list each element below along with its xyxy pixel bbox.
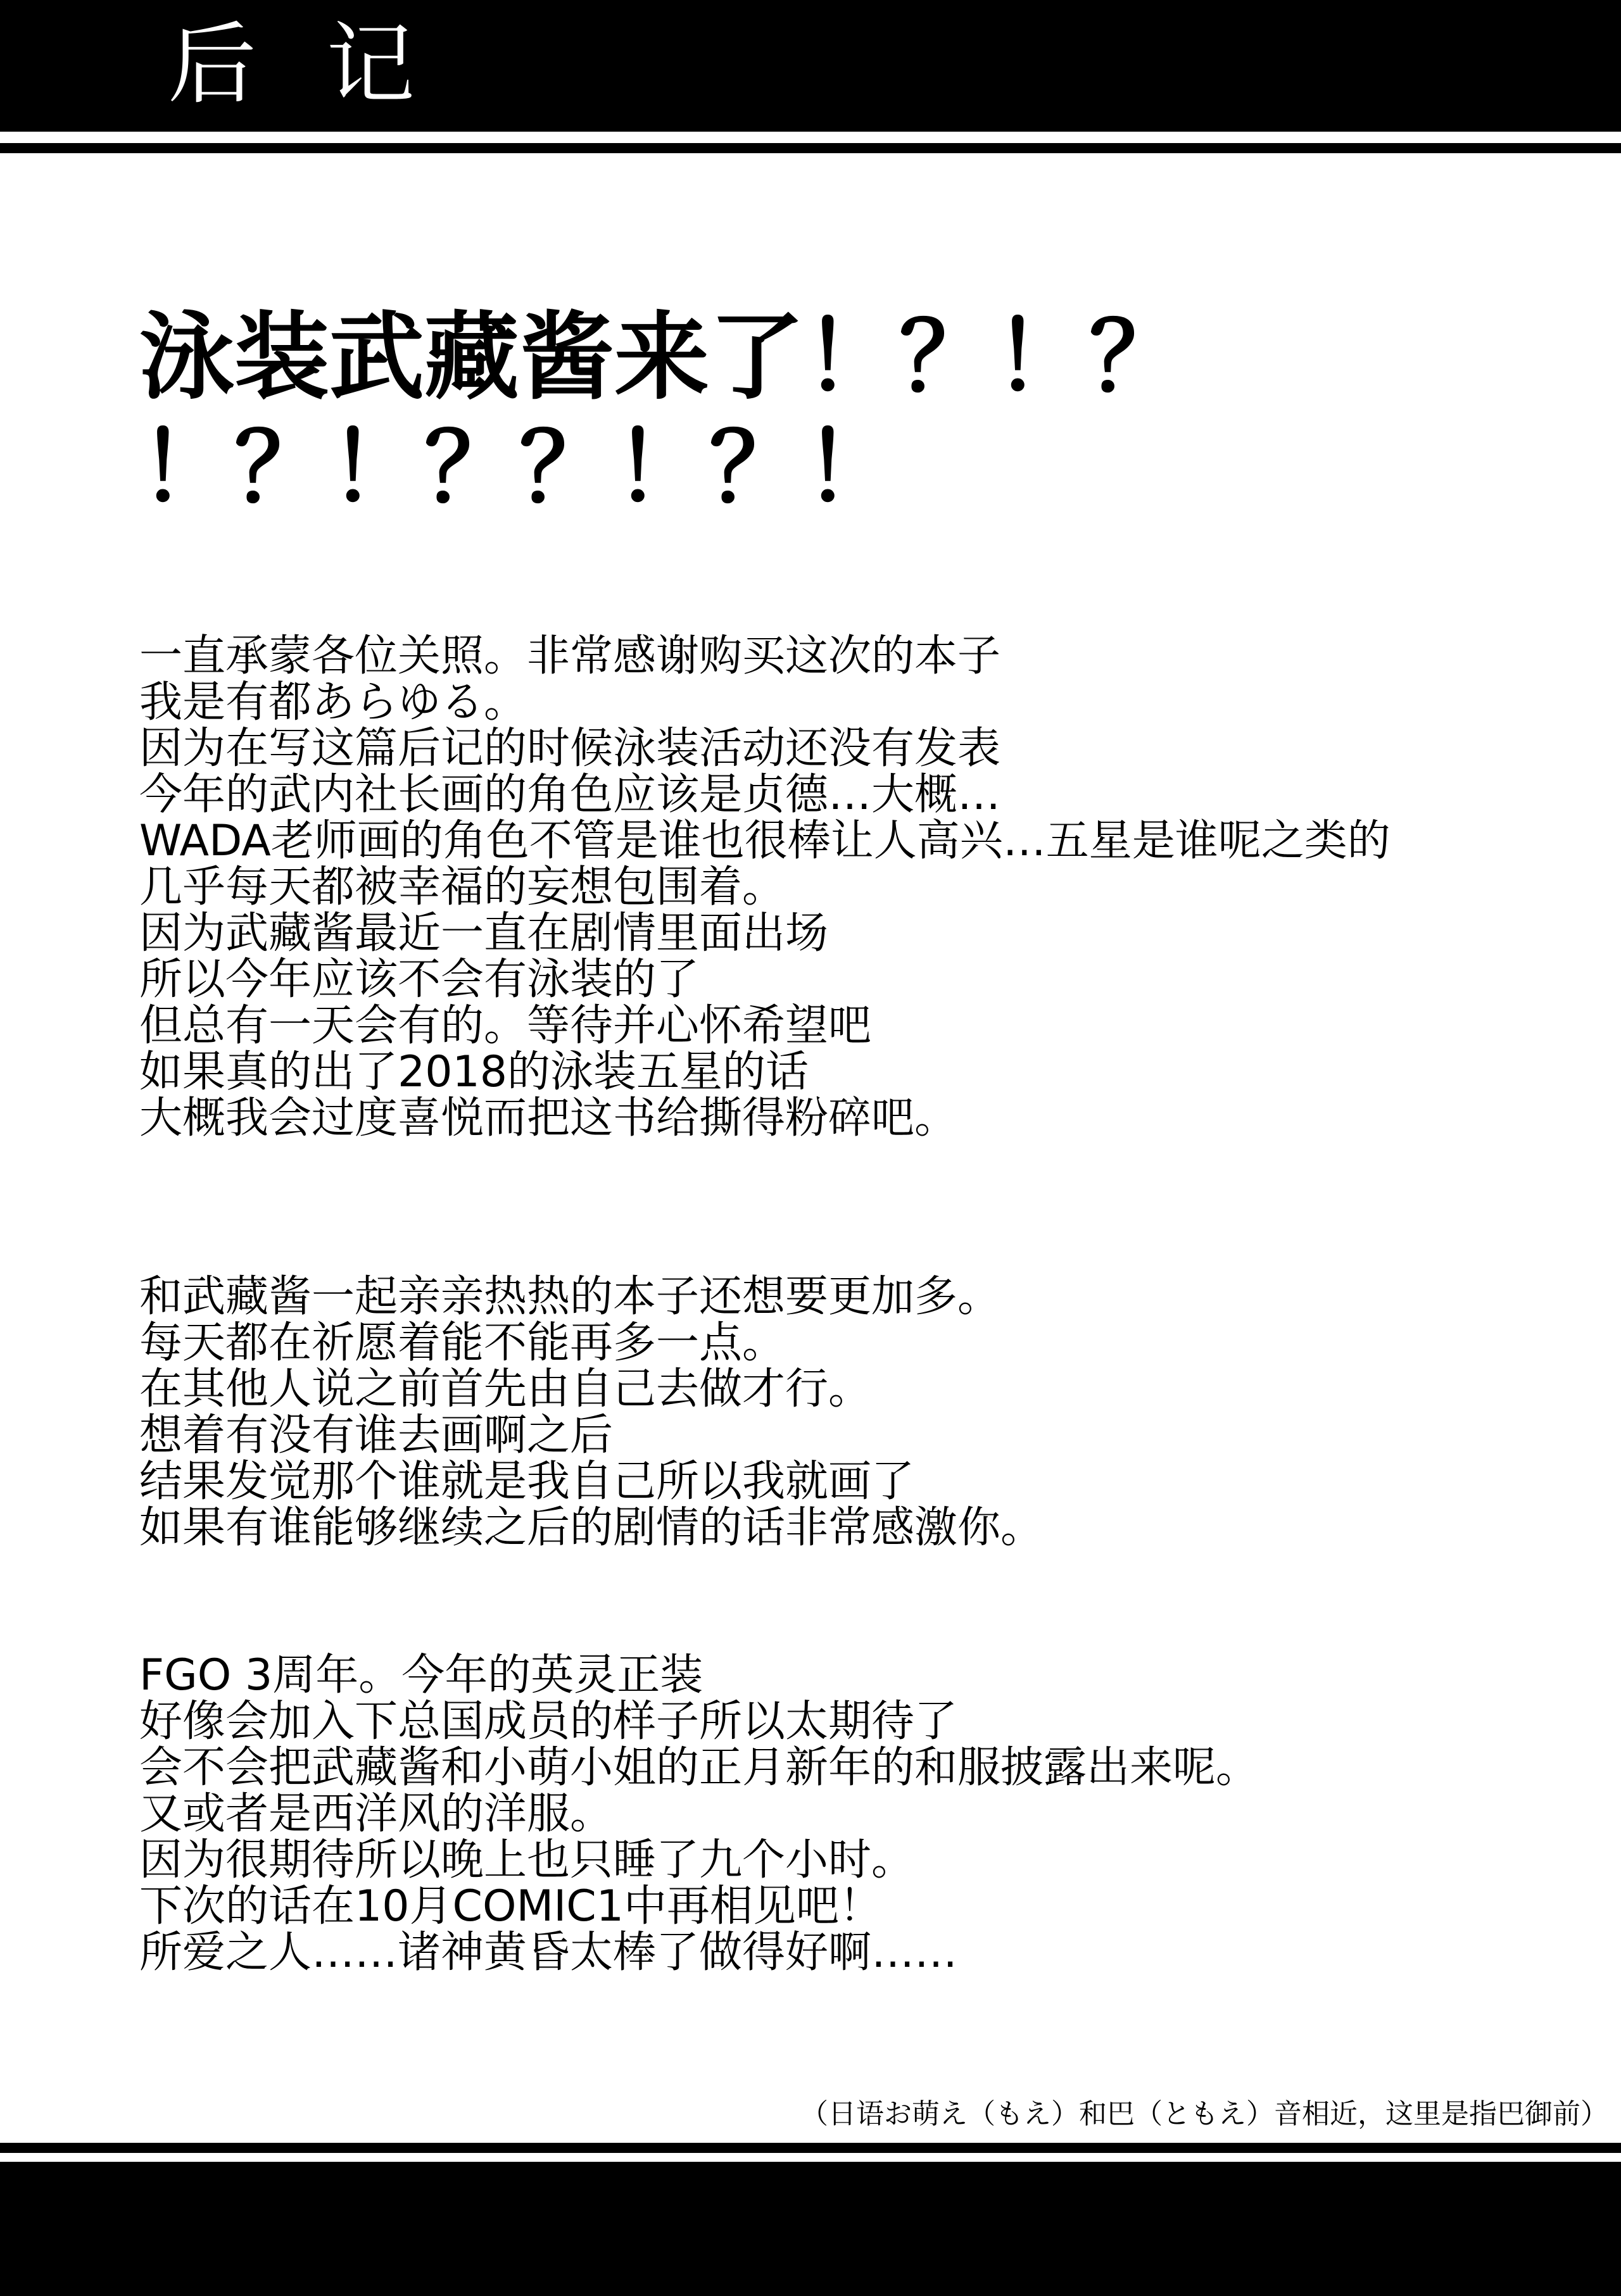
footer-band (0, 2162, 1621, 2296)
header-divider (0, 143, 1621, 153)
text-line: 因为武藏酱最近一直在剧情里面出场 (139, 908, 829, 958)
translator-footnote: （日语お萌え（もえ）和巴（ともえ）音相近，这里是指巴御前） (800, 2098, 1608, 2130)
text-line: 如果真的出了2018的泳装五星的话 (139, 1047, 809, 1097)
paragraph-3 (139, 1652, 1596, 1976)
text-line: 几乎每天都被幸福的妄想包围着。 (139, 862, 786, 912)
text-line: 如果有谁能够继续之后的剧情的话非常感激你。 (139, 1503, 1044, 1553)
headline-line-2: ！？！？？！？！ (139, 413, 900, 524)
text-line: 所爱之人……诸神黄昏太棒了做得好啊…… (139, 1928, 958, 1978)
text-line: 所以今年应该不会有泳装的了 (139, 955, 700, 1005)
text-line: 但总有一天会有的。等待并心怀希望吧 (139, 1001, 872, 1051)
text-line: 我是有都あらゆる。 (139, 677, 527, 727)
header-band (0, 0, 1621, 132)
text-line: 一直承蒙各位关照。非常感谢购买这次的本子 (139, 631, 1001, 681)
text-line: 想着有没有谁去画啊之后 (139, 1410, 614, 1460)
text-line: WADA老师画的角色不管是谁也很棒让人高兴…五星是谁呢之类的 (139, 816, 1391, 866)
paragraph-1 (139, 633, 1596, 1141)
footer-divider (0, 2143, 1621, 2153)
text-line: 因为在写这篇后记的时候泳装活动还没有发表 (139, 724, 1001, 774)
text-line: 好像会加入下总国成员的样子所以太期待了 (139, 1697, 958, 1747)
text-line: FGO 3周年。今年的英灵正装 (139, 1650, 703, 1700)
page-title: 后记 (168, 13, 485, 116)
paragraph-2 (139, 1274, 1596, 1551)
text-line: 和武藏酱一起亲亲热热的本子还想要更加多。 (139, 1272, 1001, 1322)
text-line: 今年的武内社长画的角色应该是贞德…大概… (139, 770, 1001, 820)
text-line: 因为很期待所以晚上也只睡了九个小时。 (139, 1835, 915, 1885)
text-line: 在其他人说之前首先由自己去做才行。 (139, 1364, 872, 1414)
text-line: 会不会把武藏酱和小萌小姐的正月新年的和服披露出来呢。 (139, 1743, 1259, 1793)
text-line: 大概我会过度喜悦而把这书给撕得粉碎吧。 (139, 1093, 958, 1143)
text-line: 又或者是西洋风的洋服。 (139, 1789, 614, 1839)
text-line: 下次的话在10月COMIC1中再相见吧！ (139, 1881, 883, 1931)
text-line: 结果发觉那个谁就是我自己所以我就画了 (139, 1457, 915, 1507)
text-line: 每天都在祈愿着能不能再多一点。 (139, 1318, 786, 1368)
headline-line-1: 泳装武藏酱来了！？！？ (139, 303, 1185, 413)
